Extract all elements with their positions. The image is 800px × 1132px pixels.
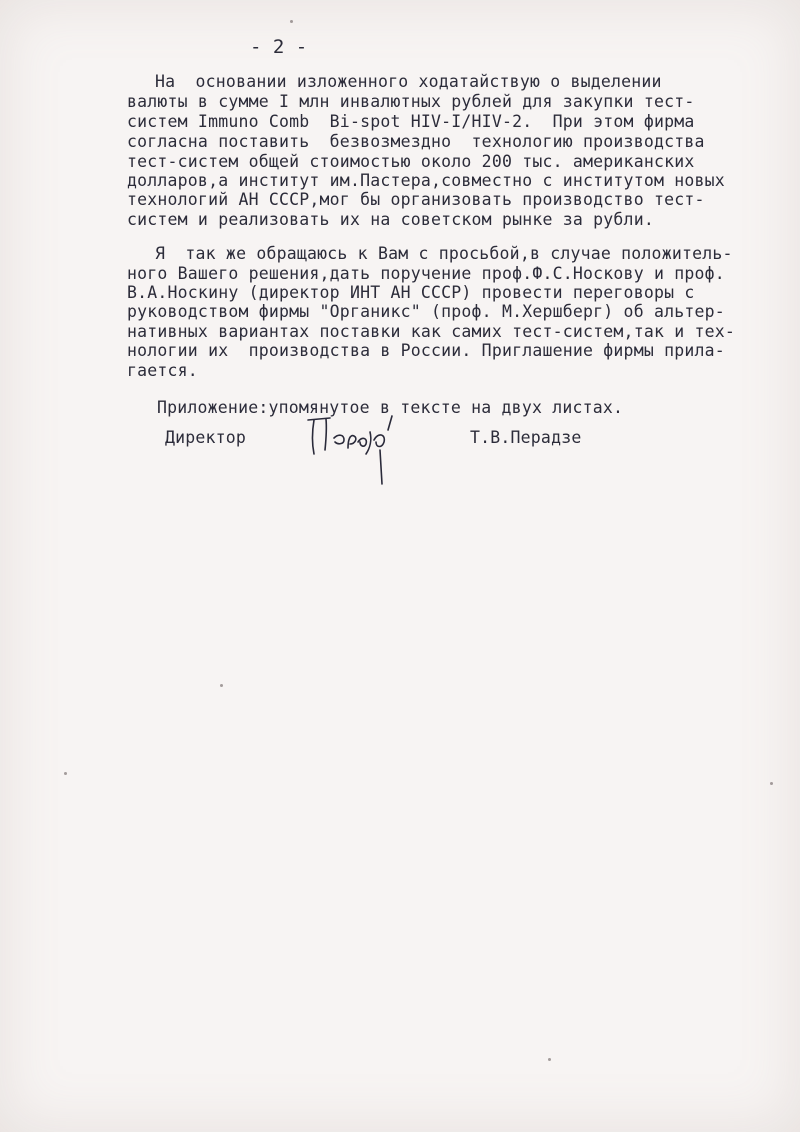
attachment-note: Приложение:упомянутое в тексте на двух листах. [157, 398, 624, 417]
paper-speck [290, 20, 293, 23]
paragraph-2-line-4: руководством фирмы "Органикс" (проф. М.Хершберг) об альтер- [127, 302, 725, 321]
page-number: - 2 - [250, 36, 308, 58]
paragraph-1-line-6: долларов,а институт им.Пастера,совместно с институтом новых [127, 171, 725, 190]
paragraph-1-line-8: систем и реализовать их на советском рынке за рубли. [127, 210, 654, 229]
paragraph-1-line-5: тест-систем общей стоимостью около 200 тыс. американских [127, 152, 695, 171]
paper-speck [770, 782, 773, 785]
paragraph-1-line-7: технологий АН СССР,мог бы организовать производство тест- [127, 190, 705, 209]
paragraph-2-line-1: Я так же обращаюсь к Вам с просьбой,в случае положитель- [155, 244, 733, 263]
paragraph-1-line-2: валюты в сумме I млн инвалютных рублей для закупки тест- [127, 92, 695, 111]
paragraph-1-line-4: согласна поставить безвозмездно технологию производства [127, 132, 705, 151]
paper-speck [548, 1058, 551, 1061]
handwritten-signature [300, 410, 410, 490]
paragraph-2-line-3: В.А.Носкину (директор ИНТ АН СССР) провести переговоры с [127, 283, 695, 302]
paragraph-2-line-6: нологии их производства в России. Приглашение фирмы прила- [127, 341, 725, 360]
signatory-name: Т.В.Перадзе [470, 428, 582, 447]
paragraph-2-line-7: гается. [127, 361, 198, 380]
paragraph-1-line-1: На основании изложенного ходатайствую о выделении [155, 72, 662, 91]
paragraph-2-line-2: ного Вашего решения,дать поручение проф.Ф.С.Носкову и проф. [127, 264, 725, 283]
paragraph-2-line-5: нативных вариантах поставки как самих тест-систем,так и тех- [127, 322, 736, 341]
paper-speck [64, 772, 67, 775]
signatory-title: Директор [165, 428, 247, 447]
paragraph-1-line-3: систем Immuno Comb Bi-spot HIV-I/HIV-2. При этом фирма [127, 112, 695, 131]
paper-speck [220, 684, 223, 687]
